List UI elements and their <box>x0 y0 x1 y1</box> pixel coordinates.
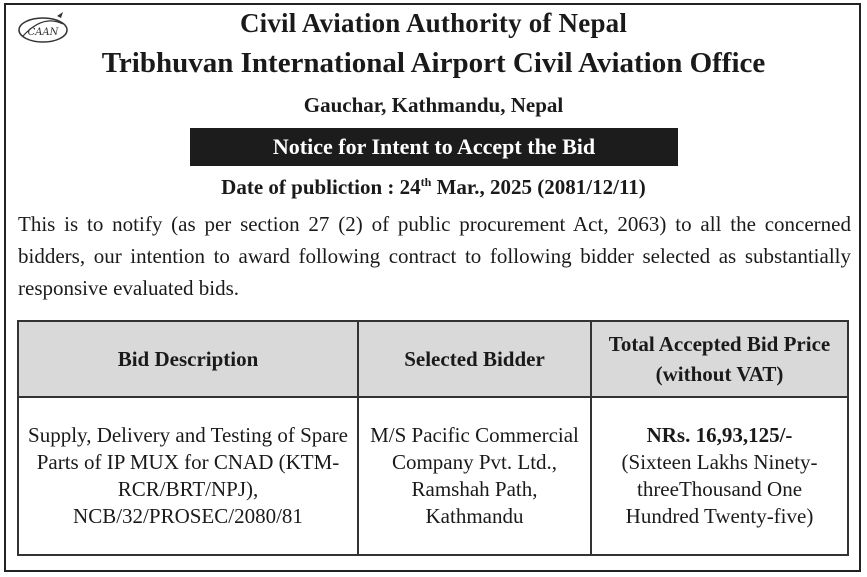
notice-body: This is to notify (as per section 27 (2) of public procurement Act, 2063) to all the concerned bidders, our intention to award following contract to following bidder selected as substantially responsive evaluated bids. <box>18 212 851 300</box>
svg-text:CAAN: CAAN <box>27 27 59 38</box>
header-bid-description: Bid Description <box>18 321 358 397</box>
notice-title: Notice for Intent to Accept the Bid <box>190 128 678 166</box>
table-header-row <box>18 321 848 397</box>
office-name: Tribhuvan International Airport Civil Aviation Office <box>101 47 766 79</box>
header-selected-bidder: Selected Bidder <box>358 321 591 397</box>
org-name: Civil Aviation Authority of Nepal <box>239 8 628 38</box>
header-total-price: Total Accepted Bid Price (without VAT) <box>591 321 848 397</box>
office-address: Gauchar, Kathmandu, Nepal <box>303 93 564 117</box>
cell-bid-description: Supply, Delivery and Testing of Spare Parts of IP MUX for CNAD (KTM-RCR/BRT/NPJ), NCB/32/PROSEC/2080/81 <box>18 397 358 555</box>
cell-price <box>591 397 848 555</box>
table-row <box>18 397 848 555</box>
publication-date: Date of publiction : 24th Mar., 2025 (2081/12/11) <box>221 175 646 199</box>
price-amount: NRs. 16,93,125/- <box>646 423 793 447</box>
price-in-words: (Sixteen Lakhs Ninety- threeThousand One Hundred Twenty-five) <box>621 450 818 528</box>
bid-table <box>17 320 849 556</box>
cell-selected-bidder: M/S Pacific Commercial Company Pvt. Ltd., Ramshah Path, Kathmandu <box>358 397 591 555</box>
